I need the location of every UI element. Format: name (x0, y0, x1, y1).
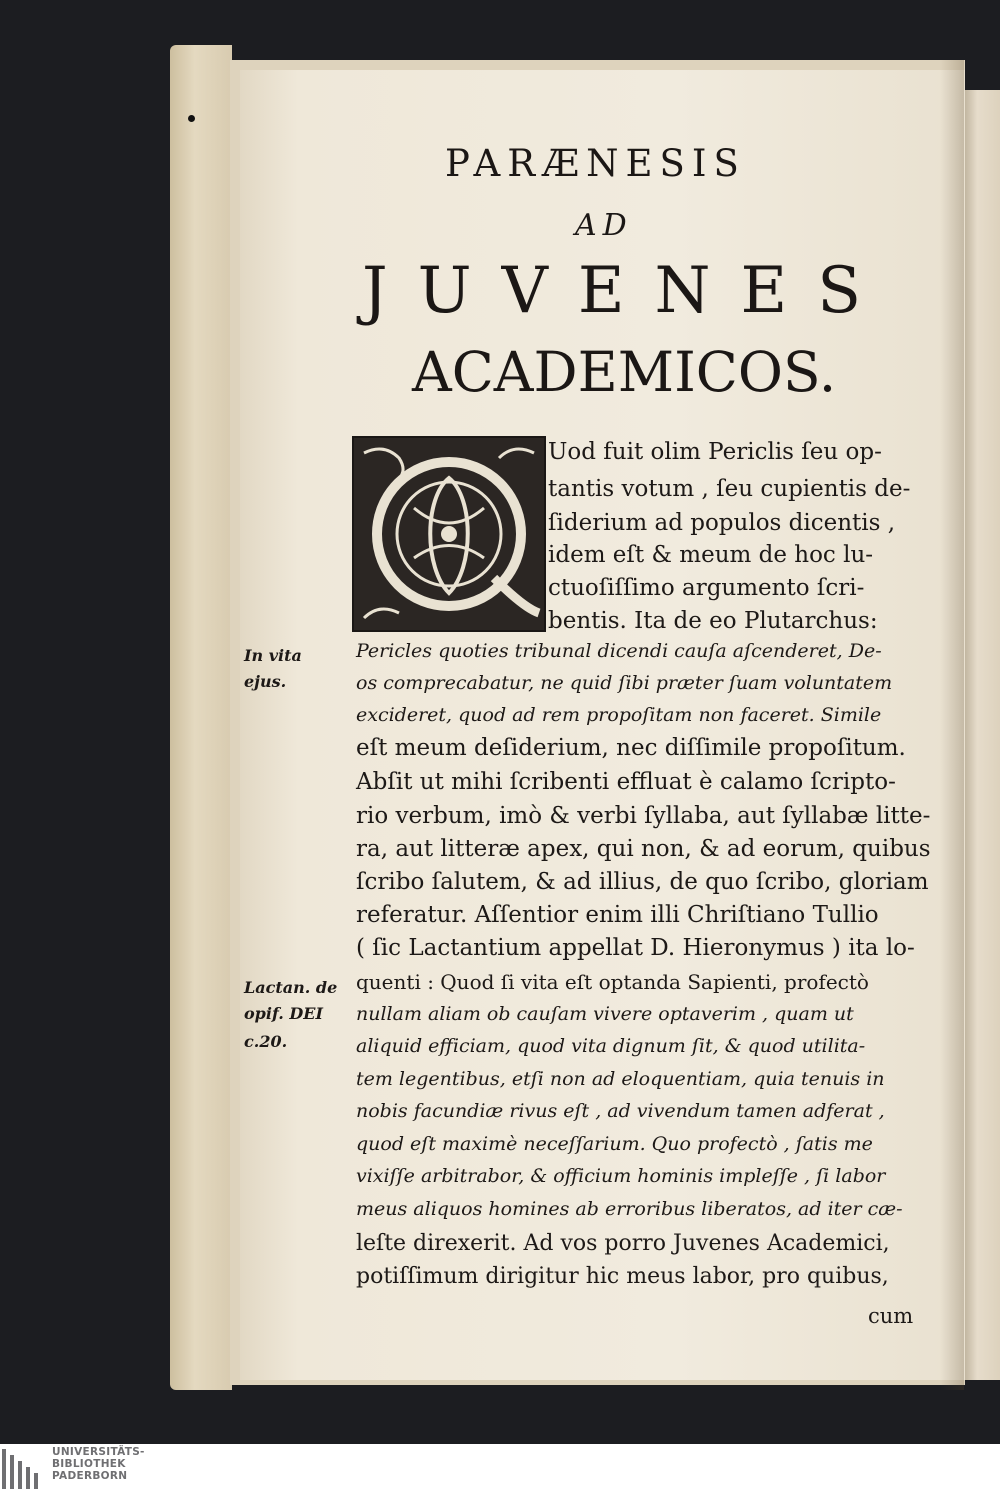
library-name (52, 1446, 145, 1482)
text-line: ra, aut litteræ apex, qui non, & ad eorum, quibus (356, 836, 931, 862)
library-logo-icon (2, 1449, 42, 1489)
library-name-line: PADERBORN (52, 1470, 128, 1482)
text-line: leſte direxerit. Ad vos porro Juvenes Academici, (356, 1231, 890, 1256)
text-line: Pericles quoties tribunal dicendi cauſa aſcenderet, De- (356, 640, 882, 662)
title-ad: AD (575, 208, 633, 243)
text-line: Uod fuit olim Periclis ſeu op- (548, 439, 882, 465)
catchword: cum (868, 1304, 914, 1328)
text-line: quenti : Quod ſi vita eſt optanda Sapienti, profectò (356, 970, 869, 994)
text-line: tem legentibus, etſi non ad eloquentiam, quia tenuis in (356, 1068, 885, 1090)
marginal-note: ejus. (244, 672, 287, 691)
text-line: eſt meum deſiderium, nec diſſimile propoſitum. (356, 735, 906, 761)
text-line: aliquid efficiam, quod vita dignum ſit, & quod utilita- (356, 1035, 866, 1057)
decorated-initial-q (352, 436, 546, 632)
book-cover-board (170, 45, 232, 1390)
library-name-line: BIBLIOTHEK (52, 1458, 126, 1470)
board-mark (188, 115, 195, 122)
title-paraenesis: PARÆNESIS (445, 142, 746, 185)
marginal-note: In vita (244, 646, 302, 665)
text-line: ſcribo ſalutem, & ad illius, de quo ſcribo, gloriam (356, 869, 929, 895)
marginal-note: opif. DEI (244, 1004, 323, 1023)
text-line: Abſit ut mihi ſcribenti effluat è calamo ſcripto- (356, 769, 896, 795)
facing-page-edge (962, 90, 1000, 1380)
text-line: tantis votum , ſeu cupientis de- (548, 476, 911, 502)
marginal-note: Lactan. de (244, 978, 338, 997)
text-line: nullam aliam ob cauſam vivere optaverim , quam ut (356, 1003, 854, 1025)
text-line: referatur. Aſſentior enim illi Chriſtiano Tullio (356, 902, 879, 928)
text-line: ſiderium ad populos dicentis , (548, 510, 896, 536)
text-line: ctuoſiſſimo argumento ſcri- (548, 575, 865, 601)
text-line: potiſſimum dirigitur hic meus labor, pro quibus, (356, 1264, 889, 1289)
marginal-note: c.20. (244, 1032, 288, 1051)
text-line: ( ſic Lactantium appellat D. Hieronymus ) ita lo- (356, 935, 915, 961)
title-academicos: ACADEMICOS. (412, 340, 837, 404)
text-line: bentis. Ita de eo Plutarchus: (548, 608, 878, 634)
ornament-initial-icon (354, 438, 544, 630)
text-line: excideret, quod ad rem propoſitam non faceret. Simile (356, 704, 882, 726)
text-line: quod eſt maximè neceſſarium. Quo profectò , ſatis me (356, 1133, 873, 1155)
text-line: rio verbum, imò & verbi ſyllaba, aut ſyllabæ litte- (356, 803, 931, 829)
text-line: os comprecabatur, ne quid ſibi præter ſuam voluntatem (356, 672, 893, 694)
text-line: vixiſſe arbitrabor, & officium hominis impleſſe , ſi labor (356, 1165, 886, 1187)
text-line: meus aliquos homines ab erroribus liberatos, ad iter cæ- (356, 1198, 903, 1220)
library-name-line: UNIVERSITÄTS- (52, 1446, 145, 1458)
title-juvenes: JUVENES (362, 254, 892, 328)
footer-bar (0, 1444, 1000, 1494)
text-line: idem eſt & meum de hoc lu- (548, 542, 874, 568)
text-line: nobis facundiæ rivus eſt , ad vivendum tamen adferat , (356, 1100, 885, 1122)
page-gutter-shadow (940, 60, 964, 1390)
